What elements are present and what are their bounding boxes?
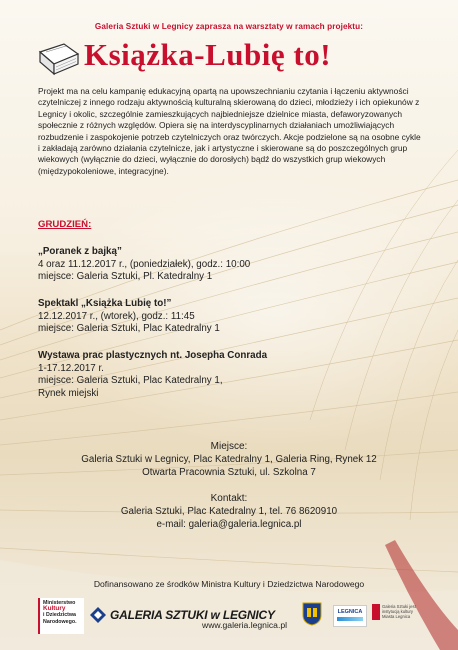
- event-title: Wystawa prac plastycznych nt. Josepha Conrada: [38, 350, 268, 361]
- project-description: Projekt ma na celu kampanię edukacyjną opartą na upowszechnianiu czytania i łączeniu aktywności czytelniczej z innego rodzaju aktywnością kulturalną skierowaną do dzieci, młodzieży i ich opiekunów z Legnicy i okolic, szczególnie zamieszkujących najbiedniejsze dzielnice miasta, defaworyzowanych społecznie z różnych względów. Opiera się na interdyscyplinarnych działaniach umożliwiających rozbudzenie i zaspokojenie potrzeb czytelniczych oraz twórczych. Akcje podzielone są na osobne cykle i zakładają zarówno działania czytelnicze, jak i artystyczne i skierowane są do poszczególnych grup wiekowych (wyłącznie do dzieci, wyłącznie do dorosłych) bądź do wszystkich grup wiekowych (międzypokoleniowe, integracyjne).: [38, 86, 421, 176]
- event-title: „Poranek z bajką”: [38, 246, 122, 257]
- event-place: miejsce: Galeria Sztuki, Plac Katedralny 1: [38, 323, 220, 335]
- venue-heading: Miejsce:: [210, 441, 248, 452]
- event-morning-tale: [38, 246, 378, 284]
- legnica-logo: LEGNICA: [333, 605, 367, 627]
- city-crest-icon: [302, 602, 322, 626]
- funding-note: Dofinansowano ze środków Ministra Kultury i Dziedzictwa Narodowego: [93, 579, 365, 589]
- event-place: miejsce: Galeria Sztuki, Plac Katedralny 1,: [38, 375, 223, 387]
- email-link[interactable]: galeria@galeria.legnica.pl: [188, 518, 302, 530]
- event-date: 4 oraz 11.12.2017 r., (poniedziałek), godz.: 10:00: [38, 258, 251, 270]
- venue-line: Otwarta Pracownia Sztuki, ul. Szkolna 7: [142, 466, 316, 478]
- event-place: miejsce: Galeria Sztuki, Pl. Katedralny 1: [38, 271, 213, 283]
- event-performance: [38, 298, 378, 336]
- invitation-line: Galeria Sztuki w Legnicy zaprasza na warsztaty w ramach projektu:: [94, 22, 364, 31]
- gallery-emblem-icon: [90, 607, 106, 623]
- event-date: 1-17.12.2017 r.: [38, 362, 104, 374]
- institution-mark: [372, 604, 380, 620]
- event-title: Spektakl „Książka Lubię to!”: [38, 298, 172, 309]
- institution-text: Galeria Sztuki jest instytucją kultury Miasta Legnica: [382, 604, 416, 619]
- ministry-logo: Ministerstwo Kultury i Dziedzictwa Narodowego.: [38, 598, 84, 634]
- book-icon: [38, 40, 80, 78]
- event-date: 12.12.2017 r., (wtorek), godz.: 11:45: [38, 310, 195, 322]
- website-link[interactable]: www.galeria.legnica.pl: [202, 620, 288, 630]
- email-label: e-mail:: [156, 518, 189, 530]
- project-title: Książka-Lubię to!: [84, 37, 332, 72]
- gallery-logo-text: GALERIA SZTUKI w LEGNICY: [110, 608, 275, 622]
- venue-block: [0, 441, 458, 479]
- contact-heading: Kontakt:: [210, 493, 248, 504]
- contact-phone-line: Galeria Sztuki, Plac Katedralny 1, tel. 76 8620910: [120, 505, 338, 517]
- venue-line: Galeria Sztuki w Legnicy, Plac Katedralny 1, Galeria Ring, Rynek 12: [81, 453, 377, 465]
- institution-badge: [372, 604, 418, 628]
- contact-email-line: [0, 519, 458, 532]
- event-exhibition: [38, 350, 378, 400]
- month-heading: GRUDZIEŃ:: [38, 219, 92, 230]
- contact-block: [0, 493, 458, 531]
- event-place-second: Rynek miejski: [38, 387, 99, 399]
